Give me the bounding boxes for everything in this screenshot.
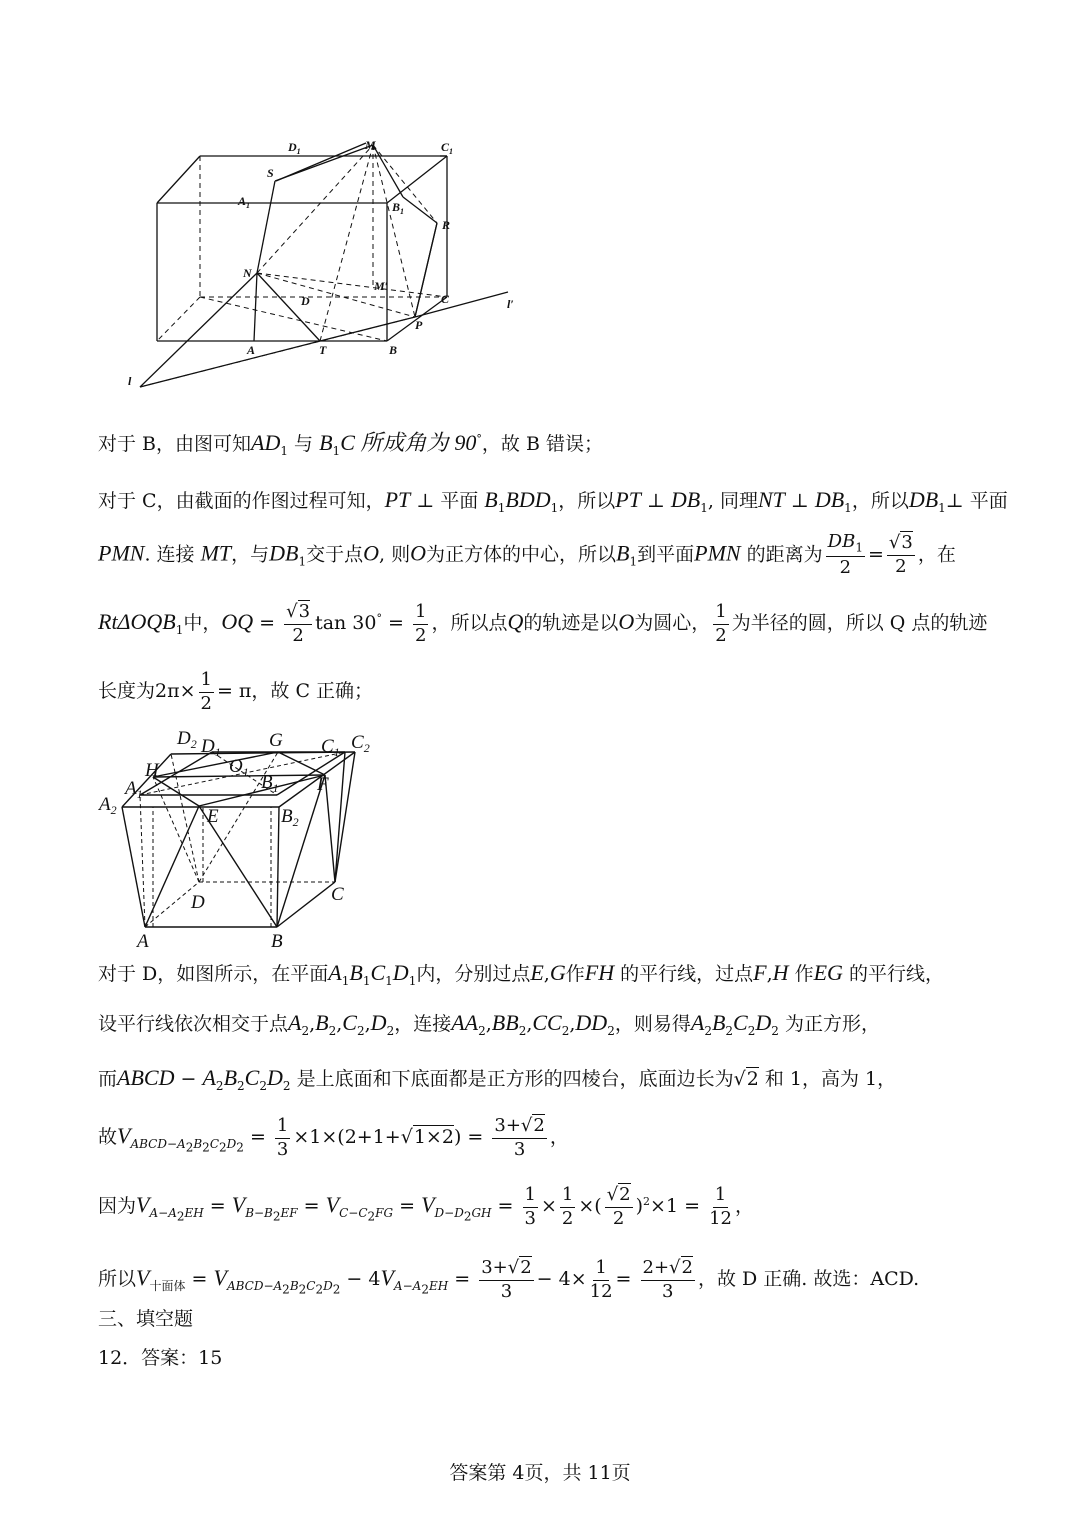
text-line-3: PMN. 连接 MT，与$DB_1$交于点O, 则O为正方体的中心，所以$B_1$到平面PMN 的距离为 $\frac{DB_1}{2}$ = $\frac{√3}{2}$ ，在 xyxy=(98,531,956,579)
svg-text:E: E xyxy=(207,806,219,827)
svg-text:C1: $C_1$ xyxy=(441,140,454,156)
svg-text:O1: $O_1$ xyxy=(229,756,249,779)
svg-text:B: B xyxy=(389,343,398,357)
frustum-figure xyxy=(95,722,385,952)
svg-text:C: C xyxy=(441,292,450,306)
svg-text:T: T xyxy=(319,343,327,357)
text-line-4: RtΔOQB$_1$中，OQ = $\frac{√3}{2}$ tan 30° = $\frac{1}{2}$ ，所以点Q的轨迹是以O为圆心， $\frac{1}{2}$ 为半径的圆，所以 Q 点的轨迹 xyxy=(98,601,988,646)
svg-text:D1: $D_1$ xyxy=(201,736,221,759)
text-line-11: 所以$V_{十面体} = V_{ABCD-A_2B_2C_2D_2} - 4V_{A-A_2EH}$ = $\frac{3+√2}{3}$ − 4× $\frac{1}{12}$ = $\frac{2+√2}{3}$ ，故 D 正确. 故选：ACD. xyxy=(98,1257,920,1302)
text-line-7: 设平行线依次相交于点$A_2,B_2,C_2,D_2$，连接$AA_2,BB_2,CC_2,DD_2$，则易得$A_2B_2C_2D_2$ 为正方形， xyxy=(98,1010,880,1038)
page-footer: 答案第 4页，共 11页 xyxy=(449,1462,631,1484)
svg-text:D1: $D_1$ xyxy=(288,140,301,156)
svg-text:D: D xyxy=(301,294,310,308)
svg-text:G: G xyxy=(269,730,283,751)
svg-text:l: l xyxy=(128,374,132,388)
svg-text:A: A xyxy=(137,931,149,952)
svg-text:B: B xyxy=(271,931,283,952)
svg-text:S: S xyxy=(267,166,274,180)
svg-text:A2: $A_2$ xyxy=(99,794,117,817)
svg-text:C: C xyxy=(331,884,344,905)
answer-line: 12．答案：15 xyxy=(98,1347,223,1369)
section-heading: 三、填空题 xyxy=(98,1308,194,1330)
text-line-5: 长度为2π× $\frac{1}{2}$ = π，故 C 正确； xyxy=(98,669,374,714)
text-line-10: 因为$V_{A-A_2EH} = V_{B-B_2EF} = V_{C-C_2FG} = V_{D-D_2GH}$ = $\frac{1}{3}$ × $\frac{1}{2}$ ×( $\frac{√2}{2}$ )$^2$×1 = $\frac{1}{12}$ ， xyxy=(98,1184,754,1229)
text-line-6: 对于 D，如图所示，在平面$A_1B_1C_1D_1$内，分别过点E,G作FH 的平行线，过点F,H 作EG 的平行线， xyxy=(98,960,944,988)
svg-text:D2: $D_2$ xyxy=(177,728,197,751)
svg-text:R: R xyxy=(442,218,451,232)
svg-text:B1: $B_1$ xyxy=(392,200,405,216)
text-line-2: 对于 C，由截面的作图过程可知，PT ⊥ 平面 $B_1BDD_1$，所以PT ⊥ $DB_1$, 同理NT ⊥ $DB_1$，所以$DB_1\perp$ 平面 xyxy=(98,487,1008,515)
cube-section-figure xyxy=(125,135,525,395)
text-line-9: 故$V_{ABCD-A_2B_2C_2D_2}$ = $\frac{1}{3}$ ×1×(2+1+√1×2) = $\frac{3+√2}{3}$ ， xyxy=(98,1115,569,1160)
svg-text:A1: $A_1$ xyxy=(238,194,251,210)
svg-text:C2: $C_2$ xyxy=(351,732,370,755)
svg-text:C1: $C_1$ xyxy=(321,736,340,759)
text-line-1: 对于 B，由图可知$AD_1$ 与 $B_1C$ 所成角为 90°，故 B 错误； xyxy=(98,430,603,458)
svg-text:B2: $B_2$ xyxy=(281,806,299,829)
svg-text:A1: $A_1$ xyxy=(125,778,143,801)
svg-text:M′: M′ xyxy=(374,279,389,293)
svg-text:B1: $B_1$ xyxy=(261,772,279,795)
svg-text:N: N xyxy=(243,266,252,280)
svg-text:M: M xyxy=(365,138,376,152)
text-line-8: 而ABCD − $A_2B_2C_2D_2$ 是上底面和下底面都是正方形的四棱台，底面边长为√2 和 1，高为 1， xyxy=(98,1065,897,1093)
svg-text:A: A xyxy=(247,343,256,357)
svg-text:l′: l′ xyxy=(507,297,514,311)
svg-text:F: F xyxy=(317,774,329,795)
svg-text:H: H xyxy=(145,760,159,781)
svg-text:D: D xyxy=(191,892,205,913)
svg-text:P: P xyxy=(415,318,423,332)
